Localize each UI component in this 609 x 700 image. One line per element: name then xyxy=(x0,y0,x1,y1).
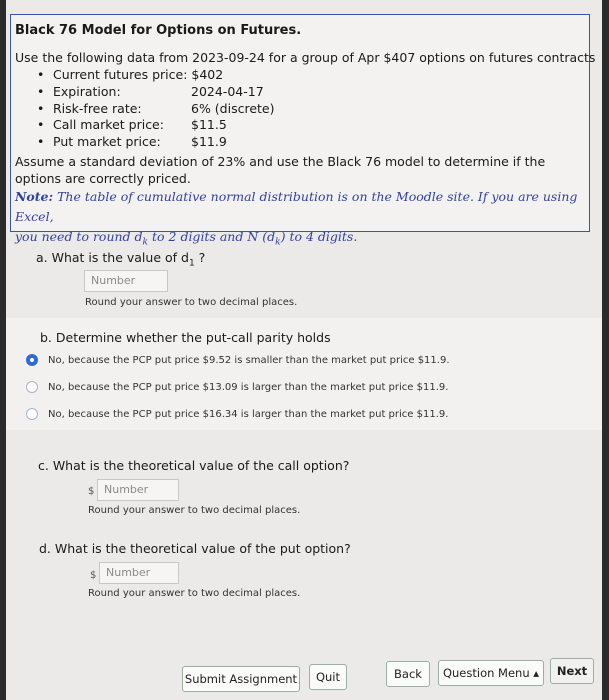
call-value-input[interactable]: Number xyxy=(97,479,179,501)
question-c: c. What is the theoretical value of the call option? xyxy=(38,458,350,473)
radio-button[interactable] xyxy=(26,381,38,393)
question-menu-button[interactable]: Question Menu ▴ xyxy=(438,660,544,686)
back-button[interactable]: Back xyxy=(386,661,430,687)
answer-hint: Round your answer to two decimal places. xyxy=(88,505,301,516)
problem-intro: Use the following data from 2023-09-24 for a group of Apr $407 options on futures contracts xyxy=(15,50,596,65)
answer-hint: Round your answer to two decimal places. xyxy=(88,588,301,599)
submit-assignment-button[interactable]: Submit Assignment xyxy=(182,666,300,692)
question-b-panel: b. Determine whether the put-call parity holds No, because the PCP put price $9.52 is smaller than the market put price $11.9. No, because the PCP put price $13.09 is larger than the market put price $11.9. No, because the PCP put price $16.34 is larger than the market put price $11.9. xyxy=(6,318,602,430)
quit-button[interactable]: Quit xyxy=(309,664,347,690)
problem-box: Black 76 Model for Options on Futures. Use the following data from 2023-09-24 for a group of Apr $407 options on futures contracts • Current futures price: $402 • Expiration: 2024-04-17 • Risk-free rate: 6% (discrete) • Call market price: $11.5 • Put market price: $11.9 Assume a standard deviation of 23% and use the Black 76 model to determine if the options are correctly priced. Note: The table of cumulative normal distribution is on the Moodle site. If you are using Excel, you need to round $d_k$ to 2 digits and N $(d_k)$ to 4 digits. xyxy=(10,14,590,232)
radio-button[interactable] xyxy=(26,408,38,420)
question-d: d. What is the theoretical value of the put option? xyxy=(39,541,351,556)
put-value-input[interactable]: Number xyxy=(99,562,179,584)
radio-button-selected[interactable] xyxy=(26,354,38,366)
answer-hint: Round your answer to two decimal places. xyxy=(85,297,298,308)
d1-answer-input[interactable]: Number xyxy=(84,270,168,292)
question-a: a. What is the value of $d_1$ ? xyxy=(36,250,206,269)
question-b: b. Determine whether the put-call parity holds xyxy=(40,330,331,345)
problem-title: Black 76 Model for Options on Futures. xyxy=(15,23,302,38)
note-text: Note: The table of cumulative normal distribution is on the Moodle site. If you are using Excel, you need to round $d_k$ to 2 digits and N $(d_k)$ to 4 digits. xyxy=(15,189,578,248)
dollar-prefix: $ xyxy=(90,570,97,581)
assumption-text: Assume a standard deviation of 23% and use the Black 76 model to determine if the options are correctly priced. xyxy=(15,154,546,186)
assignment-page xyxy=(6,0,602,700)
dollar-prefix: $ xyxy=(88,486,95,497)
next-button[interactable]: Next xyxy=(550,658,594,684)
